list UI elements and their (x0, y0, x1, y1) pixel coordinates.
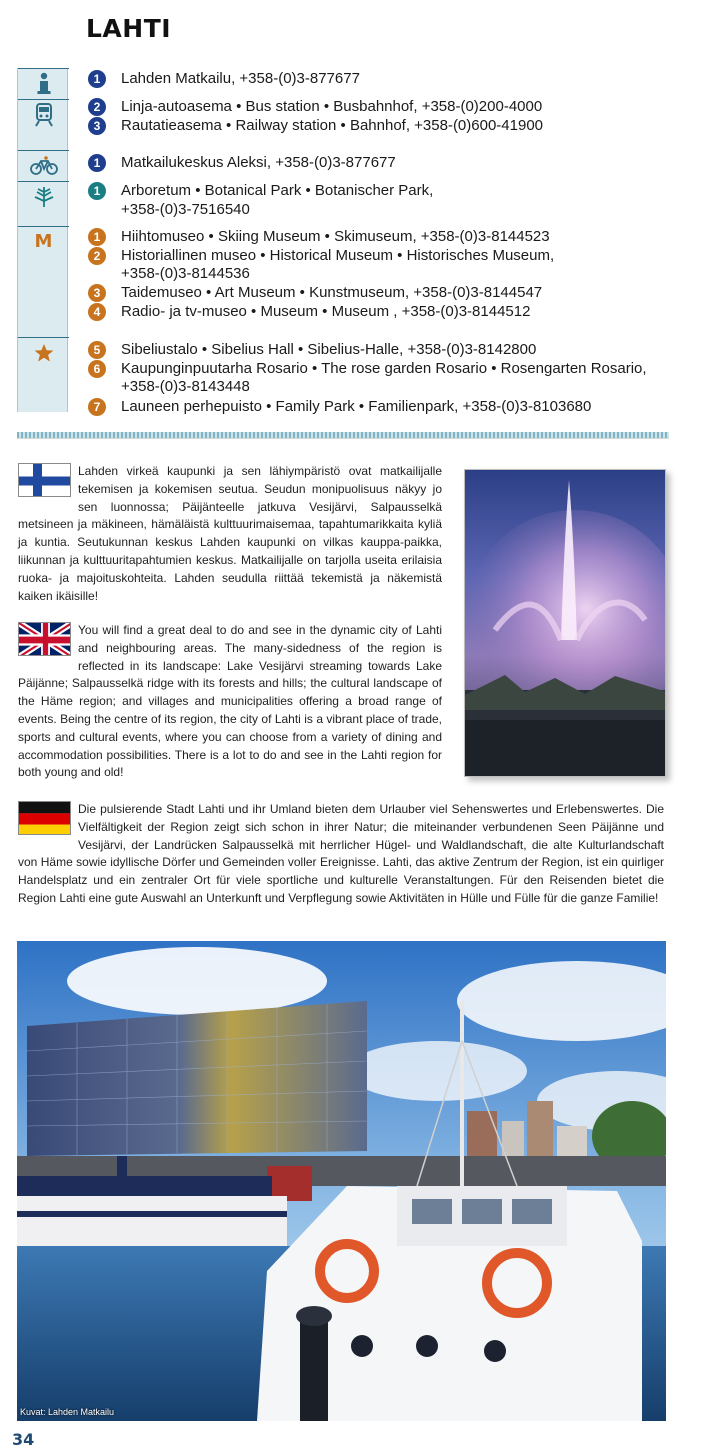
list-text: Hiihtomuseo • Skiing Museum • Skimuseum, +358-(0)3-8144523 (121, 228, 550, 245)
icon-column (17, 68, 68, 412)
list-text: Kaupunginpuutarha Rosario • The rose garden Rosario • Rosengarten Rosario, (121, 360, 647, 377)
list-number: 4 (88, 303, 106, 321)
list-text: Matkailukeskus Aleksi, +358-(0)3-877677 (121, 154, 396, 171)
list-text: Launeen perhepuisto • Family Park • Familienpark, +358-(0)3-8103680 (121, 398, 592, 415)
list-number: 1 (88, 154, 106, 172)
list-text-continuation: +358-(0)3-8144536 (121, 265, 250, 282)
finnish-paragraph: Lahden virkeä kaupunki ja sen lähiympäristö ovat matkailijalle tekemisen ja kokemisen seutua. Seudun monipuolisuus näkyy jo sen luonnossa; Päijänteelle jatkuva Vesijärvi, Salpausselkä metsineen ja mäkineen, hämäläistä kulttuurimaisemaa, tapahtumarikkaita kyliä ja kuntia. Seutukunnan keskus Lahden kaupunki on vilkas kauppa-paikka, liikunnan ja kulttuuritapahtumien keskus. Matkailijalle on tarjolla useita erilaisia ruoka- ja majoituskohteita. Lahden seudulla riittää tekemistä ja näkemistä kaiken ikäisille! (18, 464, 442, 603)
star-icon (18, 337, 69, 367)
list-text: Lahden Matkailu, +358-(0)3-877677 (121, 70, 360, 87)
list-number: 1 (88, 228, 106, 246)
list-number: 3 (88, 117, 106, 135)
list-number: 1 (88, 70, 106, 88)
list-number: 7 (88, 398, 106, 416)
list-number: 2 (88, 247, 106, 265)
info-icon (18, 68, 69, 98)
list-text: Radio- ja tv-museo • Museum • Museum , +358-(0)3-8144512 (121, 303, 531, 320)
tree-icon (18, 181, 69, 211)
page-title: LAHTI (86, 14, 172, 43)
list-number: 6 (88, 360, 106, 378)
list-number: 2 (88, 98, 106, 116)
harbor-photo (17, 941, 666, 1421)
museum-icon: M (18, 226, 69, 256)
list-text: Historiallinen museo • Historical Museum • Historisches Museum, (121, 247, 555, 264)
list-number: 5 (88, 341, 106, 359)
list-text: Taidemuseo • Art Museum • Kunstmuseum, +358-(0)3-8144547 (121, 284, 543, 301)
list-text-continuation: +358-(0)3-8143448 (121, 378, 250, 395)
german-paragraph: Die pulsierende Stadt Lahti und ihr Umland bieten dem Urlauber viel Sehenswertes und Erlebenswertes. Die Vielfältigkeit der Region zeigt sich schon in ihrer Natur; die miteinander verbundenen Seen Päijänne und Vesijärvi, der Landrücken Salpausselkä mit herrlicher Hügel- und Waldlandschaft, die alte Kulturlandschaft von Häme sowie idyllische Dörfer und Gemeinden voller Ereignisse. Lahti, das aktive Zentrum der Region, ist ein quirliger Handelsplatz und ein zentraler Ort für viele sportliche und kulturelle Veranstaltungen. Für den Reisenden bietet die Region Lahti eine gute Auswahl an Unterkunft und Verpflegung sowie Aktivitäten in Hülle und Fülle für die ganze Familie! (18, 802, 664, 905)
list-text: Rautatieasema • Railway station • Bahnhof, +358-(0)600-41900 (121, 117, 544, 134)
english-paragraph: You will find a great deal to do and see in the dynamic city of Lahti and neighbouring areas. The many-sidedness of the region is reflected in its landscape: Lake Vesijärvi streaming towards Lake Päijänne; Salpausselkä ridge with its forests and hills; the cultural landscape of the Häme region; and villages and municipalities offering a broad range of events. Being the centre of its region, the city of Lahti is a vibrant place of trade, sports and cultural events, where you can choose from a variety of dining and accommodation possibilities. There is a lot to do and see in the Lahti region for both young and old! (18, 623, 442, 780)
list-number: 3 (88, 284, 106, 302)
fountain-photo (464, 469, 666, 777)
photo-credit: Kuvat: Lahden Matkailu (20, 1407, 115, 1417)
list-text: Arboretum • Botanical Park • Botanischer Park, (121, 182, 434, 199)
bicycle-icon (18, 150, 69, 180)
list-text: Sibeliustalo • Sibelius Hall • Sibelius-Halle, +358-(0)3-8142800 (121, 341, 537, 358)
train-icon (18, 99, 69, 129)
section-divider (17, 432, 669, 439)
list-text: Linja-autoasema • Bus station • Busbahnhof, +358-(0)200-4000 (121, 98, 543, 115)
list-text-continuation: +358-(0)3-7516540 (121, 201, 250, 218)
list-number: 1 (88, 182, 106, 200)
page-number: 34 (12, 1430, 35, 1449)
